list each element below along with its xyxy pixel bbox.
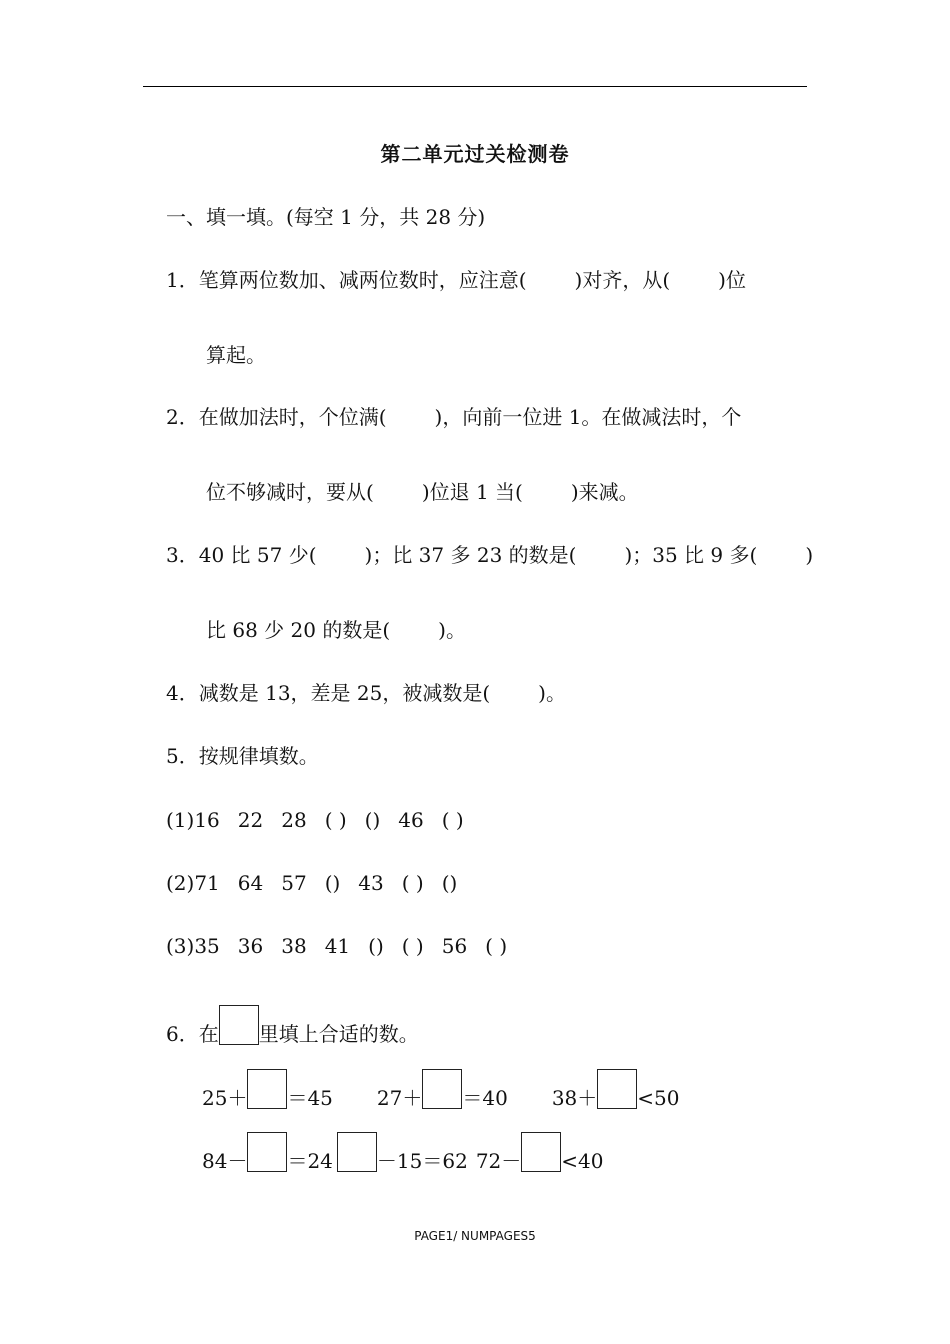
equation-text: 27＋	[376, 1086, 423, 1110]
sequence-item: 22	[237, 808, 264, 832]
equation-text: 25＋	[202, 1086, 248, 1110]
sequence-item: 41	[324, 934, 351, 958]
answer-box[interactable]	[247, 1132, 287, 1172]
question-4	[166, 680, 566, 706]
question-number: 1．	[166, 268, 199, 292]
page-title: 第二单元过关检测卷	[380, 142, 570, 166]
sequence-blank[interactable]: ( )	[485, 934, 508, 958]
sequence-blank[interactable]: ()	[364, 808, 381, 832]
header-rule	[143, 86, 807, 87]
sequence-item: 38	[281, 934, 307, 958]
equation-text: ＝40	[462, 1086, 508, 1110]
answer-box[interactable]	[337, 1132, 377, 1172]
answer-box[interactable]	[247, 1069, 287, 1109]
sequence-item: 56	[441, 934, 468, 958]
question-text: )；35 比 9 多(	[624, 543, 758, 567]
answer-box[interactable]	[422, 1069, 462, 1109]
sequence-row-2	[166, 870, 475, 896]
sequence-item: 57	[281, 871, 307, 895]
sequence-item: 64	[237, 871, 264, 895]
equation-text: ＝24	[287, 1149, 333, 1173]
page-footer: PAGE1/ NUMPAGES5	[414, 1229, 536, 1243]
question-number: 2．	[166, 405, 199, 429]
sequence-item: (2)71	[166, 871, 220, 895]
question-text: 按规律填数。	[198, 744, 319, 768]
question-text: )位退 1 当(	[421, 480, 523, 504]
question-text: )	[805, 543, 814, 567]
question-text: 减数是 13，差是 25，被减数是(	[198, 681, 491, 705]
question-number: 5．	[166, 744, 199, 768]
sequence-item: 28	[281, 808, 307, 832]
sequence-blank[interactable]: ()	[368, 934, 384, 958]
sequence-item: (1)16	[166, 808, 220, 832]
question-1-line-2: 算起。	[206, 343, 266, 367]
question-text: 在做加法时，个位满(	[198, 405, 387, 429]
section-heading: 一、填一填。(每空 1 分，共 28 分)	[166, 205, 486, 229]
sequence-item: 46	[398, 808, 424, 832]
equation-row-2	[202, 1132, 603, 1174]
question-text: )；比 37 多 23 的数是(	[364, 543, 577, 567]
answer-box[interactable]	[597, 1069, 637, 1109]
question-3-line-2	[206, 617, 466, 643]
sequence-item: 36	[237, 934, 264, 958]
question-text: 位不够减时，要从(	[206, 480, 374, 504]
sequence-row-3	[166, 933, 525, 959]
equation-text: －15＝62	[376, 1149, 468, 1173]
answer-box[interactable]	[521, 1132, 561, 1172]
question-text: 比 68 少 20 的数是(	[206, 618, 391, 642]
question-3-line-1	[166, 542, 813, 568]
equation-text: ＝45	[287, 1086, 333, 1110]
sequence-blank[interactable]: ( )	[324, 808, 347, 832]
sequence-blank[interactable]: ( )	[441, 808, 464, 832]
sequence-blank[interactable]: ( )	[401, 934, 424, 958]
equation-row-1	[202, 1069, 679, 1111]
question-text: )来减。	[570, 480, 639, 504]
sequence-blank[interactable]: ()	[324, 871, 341, 895]
question-6	[166, 1005, 419, 1047]
equation-text: 84－	[202, 1149, 248, 1173]
question-5	[166, 743, 319, 769]
question-text: 笔算两位数加、减两位数时，应注意(	[198, 268, 527, 292]
equation-text: <50	[637, 1086, 680, 1110]
sequence-blank[interactable]: ( )	[401, 871, 424, 895]
question-text: )位	[718, 268, 746, 292]
question-2-line-1	[166, 404, 741, 430]
question-text: )对齐，从(	[574, 268, 671, 292]
question-text: 在	[198, 1022, 219, 1046]
sequence-blank[interactable]: ()	[441, 871, 458, 895]
question-text: 里填上合适的数。	[258, 1022, 419, 1046]
equation-text: 38＋	[551, 1086, 598, 1110]
sequence-row-1	[166, 807, 482, 833]
question-number: 3．	[166, 543, 199, 567]
question-text: )。	[538, 681, 566, 705]
question-number: 4．	[166, 681, 199, 705]
question-text: )，向前一位进 1。在做减法时，个	[434, 405, 742, 429]
question-text: )。	[438, 618, 466, 642]
question-1-line-1	[166, 267, 746, 293]
equation-text: <40	[561, 1149, 604, 1173]
question-2-line-2	[206, 479, 639, 505]
example-box	[219, 1005, 259, 1045]
question-text: 40 比 57 少(	[198, 543, 317, 567]
question-number: 6．	[166, 1022, 199, 1046]
sequence-item: (3)35	[166, 934, 220, 958]
equation-text: 72－	[475, 1149, 522, 1173]
sequence-item: 43	[358, 871, 384, 895]
